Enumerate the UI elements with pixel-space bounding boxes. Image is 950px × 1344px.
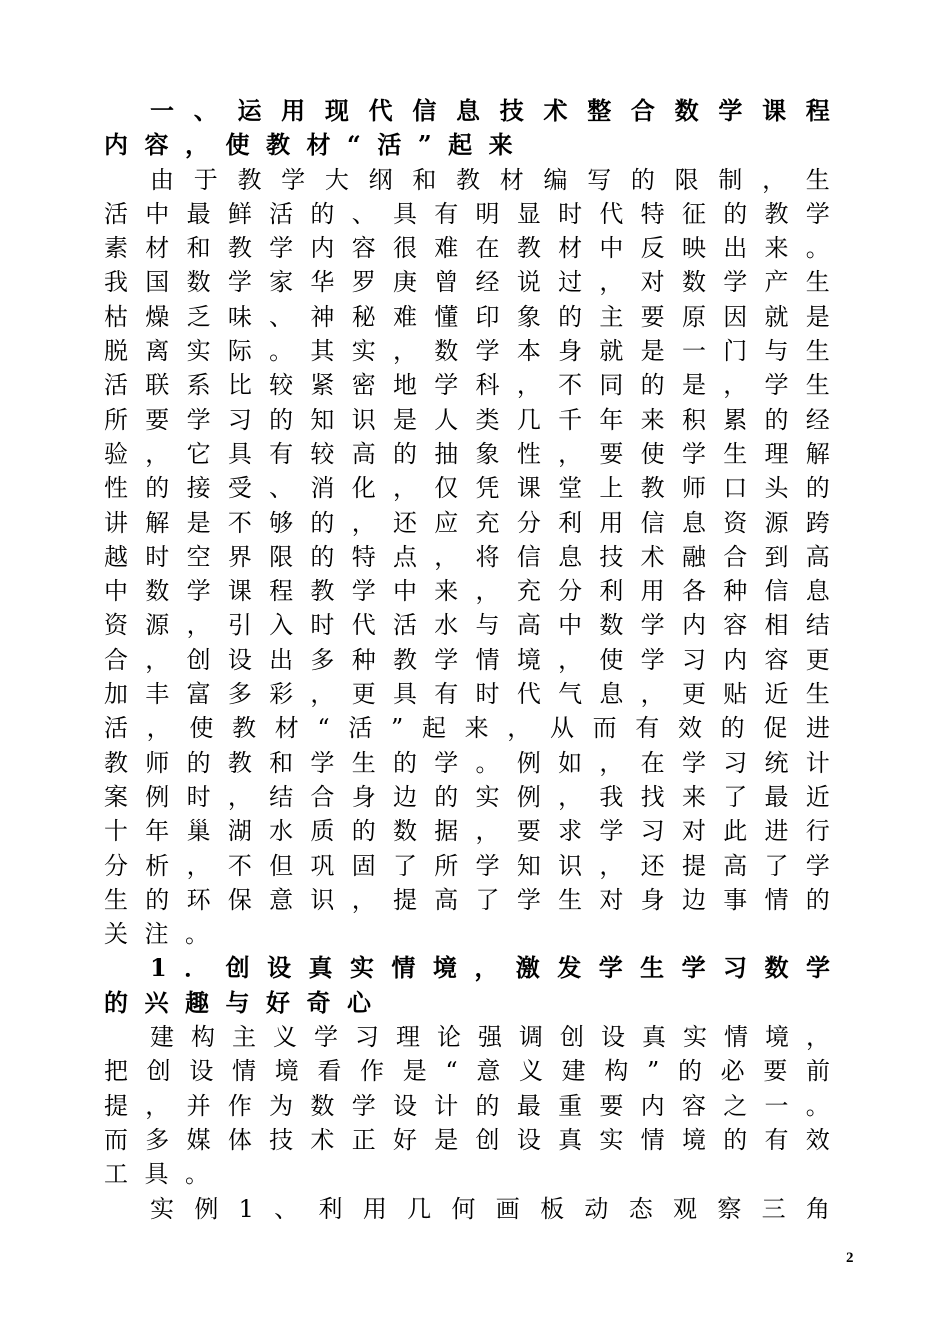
paragraph-line: 我 国 数 学 家 华 罗 庚 曾 经 说 过 ， 对 数 学 产 生: [104, 268, 830, 297]
paragraph-line: 中 数 学 课 程 教 学 中 来 ， 充 分 利 用 各 种 信 息: [104, 577, 830, 606]
paragraph-line: 而 多 媒 体 技 术 正 好 是 创 设 真 实 情 境 的 有 效: [104, 1125, 830, 1154]
paragraph-line: 提 ， 并 作 为 数 学 设 计 的 最 重 要 内 容 之 一 。: [104, 1091, 830, 1120]
page-number: 2: [846, 1250, 854, 1266]
paragraph-line: 所 要 学 习 的 知 识 是 人 类 几 千 年 来 积 累 的 经: [104, 405, 830, 434]
paragraph-line: 案 例 时 ， 结 合 身 边 的 实 例 ， 我 找 来 了 最 近: [104, 782, 830, 811]
paragraph-line: 实 例 1 、 利 用 几 何 画 板 动 态 观 察 三 角: [150, 1194, 830, 1223]
body-text: [104, 94, 830, 1226]
paragraph-line: 活 ， 使 教 材 “ 活 ” 起 来 ， 从 而 有 效 的 促 进: [104, 714, 830, 743]
paragraph-line: 分 析 ， 不 但 巩 固 了 所 学 知 识 ， 还 提 高 了 学: [104, 851, 830, 880]
paragraph-line: 加 丰 富 多 彩 ， 更 具 有 时 代 气 息 ， 更 贴 近 生: [104, 680, 830, 709]
heading-line: 的 兴 趣 与 好 奇 心: [104, 987, 371, 1017]
paragraph-line: 十 年 巢 湖 水 质 的 数 据 ， 要 求 学 习 对 此 进 行: [104, 817, 830, 846]
paragraph-line: 教 师 的 教 和 学 生 的 学 。 例 如 ， 在 学 习 统 计: [104, 748, 830, 777]
paragraph-line: 把 创 设 情 境 看 作 是 “ 意 义 建 构 ” 的 必 要 前: [104, 1057, 830, 1086]
paragraph-line: 性 的 接 受 、 消 化 ， 仅 凭 课 堂 上 教 师 口 头 的: [104, 474, 830, 503]
paragraph-line: 验 ， 它 具 有 较 高 的 抽 象 性 ， 要 使 学 生 理 解: [104, 439, 830, 468]
paragraph-line: 工 具 。: [104, 1160, 209, 1189]
paragraph-line: 讲 解 是 不 够 的 ， 还 应 充 分 利 用 信 息 资 源 跨: [104, 508, 830, 537]
heading-line: 1 ． 创 设 真 实 情 境 ， 激 发 学 生 学 习 数 学: [150, 953, 830, 983]
heading-line: 内 容 ， 使 教 材 “ 活 ” 起 来: [104, 130, 513, 160]
paragraph-line: 枯 燥 乏 味 、 神 秘 难 懂 印 象 的 主 要 原 因 就 是: [104, 302, 830, 331]
paragraph-line: 生 的 环 保 意 识 ， 提 高 了 学 生 对 身 边 事 情 的: [104, 885, 830, 914]
paragraph-line: 活 中 最 鲜 活 的 、 具 有 明 显 时 代 特 征 的 教 学: [104, 199, 830, 228]
paragraph-line: 资 源 ， 引 入 时 代 活 水 与 高 中 数 学 内 容 相 结: [104, 611, 830, 640]
paragraph-line: 关 注 。: [104, 920, 209, 949]
paragraph-line: 合 ， 创 设 出 多 种 教 学 情 境 ， 使 学 习 内 容 更: [104, 645, 830, 674]
paragraph-line: 活 联 系 比 较 紧 密 地 学 科 ， 不 同 的 是 ， 学 生: [104, 371, 830, 400]
heading-line: 一 、 运 用 现 代 信 息 技 术 整 合 数 学 课 程: [150, 96, 830, 125]
paragraph-line: 脱 离 实 际 。 其 实 ， 数 学 本 身 就 是 一 门 与 生: [104, 337, 830, 366]
paragraph-line: 由 于 教 学 大 纲 和 教 材 编 写 的 限 制 ， 生: [150, 165, 830, 194]
paragraph-line: 建 构 主 义 学 习 理 论 强 调 创 设 真 实 情 境 ，: [150, 1023, 830, 1052]
paragraph-line: 素 材 和 教 学 内 容 很 难 在 教 材 中 反 映 出 来 。: [104, 234, 830, 263]
paragraph-line: 越 时 空 界 限 的 特 点 ， 将 信 息 技 术 融 合 到 高: [104, 542, 830, 571]
